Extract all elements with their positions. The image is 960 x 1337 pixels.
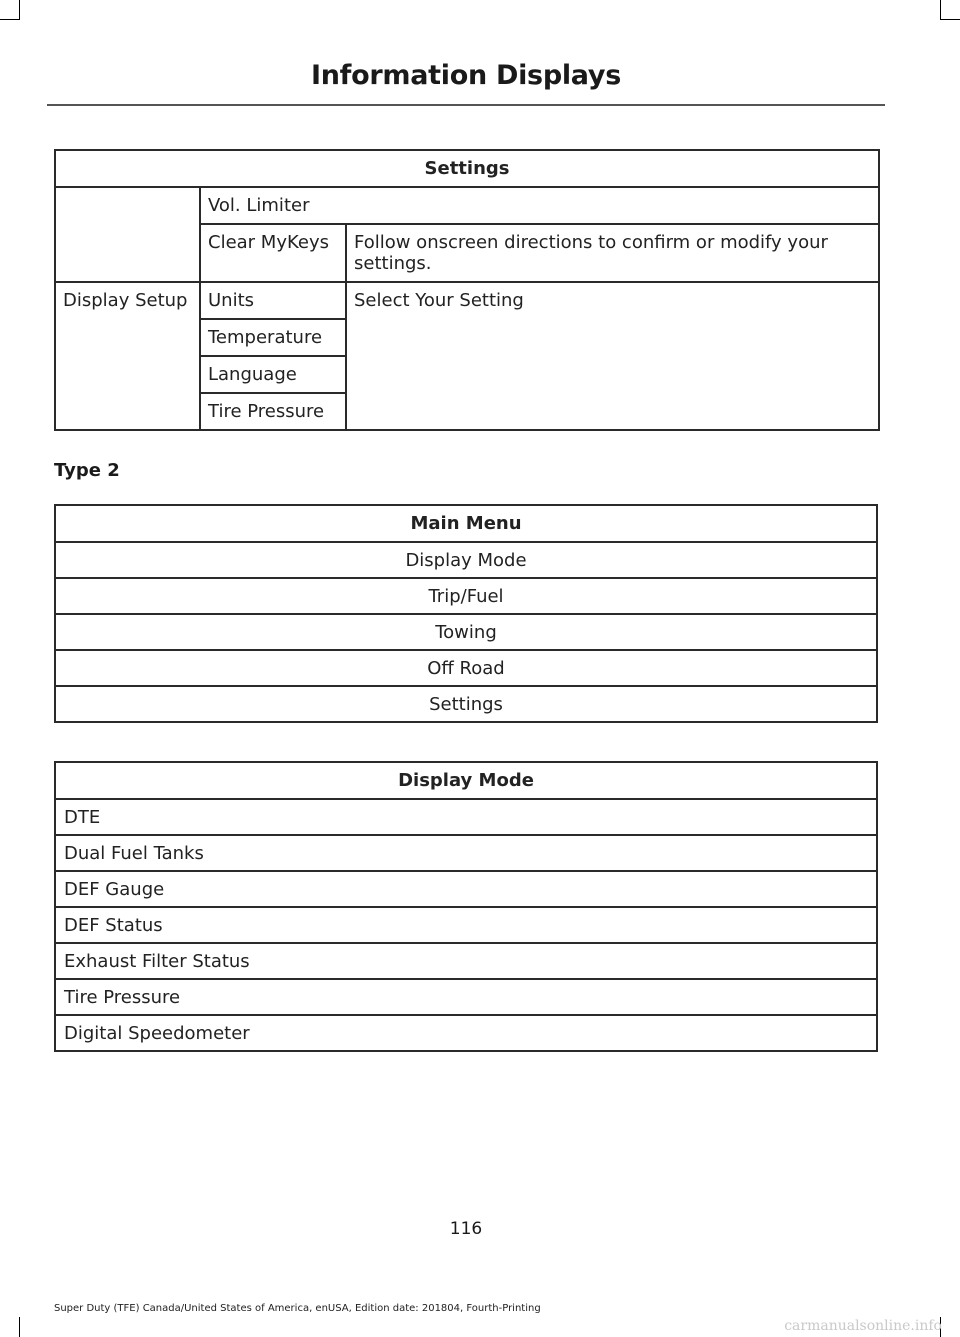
crop-mark-top-right <box>940 19 960 20</box>
display-mode-header: Display Mode <box>55 762 877 799</box>
crop-mark-bottom-left <box>19 1317 20 1337</box>
vol-limiter-cell: Vol. Limiter <box>200 187 879 224</box>
main-menu-item: Towing <box>55 614 877 650</box>
main-menu-item: Display Mode <box>55 542 877 578</box>
display-mode-item: Exhaust Filter Status <box>55 943 877 979</box>
temperature-cell: Temperature <box>200 319 346 356</box>
main-menu-table <box>54 504 878 723</box>
settings-table <box>54 149 880 431</box>
display-mode-item: DEF Status <box>55 907 877 943</box>
display-mode-item: Digital Speedometer <box>55 1015 877 1051</box>
crop-mark-top-left <box>0 19 20 20</box>
title-divider <box>47 104 885 106</box>
display-mode-item: Tire Pressure <box>55 979 877 1015</box>
crop-mark-top-right-vertical <box>940 0 941 20</box>
display-mode-table <box>54 761 878 1052</box>
type-2-heading: Type 2 <box>54 460 120 481</box>
main-menu-header: Main Menu <box>55 505 877 542</box>
language-cell: Language <box>200 356 346 393</box>
select-your-setting-cell: Select Your Setting <box>346 282 879 430</box>
page-number: 116 <box>449 1219 483 1239</box>
edition-footer: Super Duty (TFE) Canada/United States of America, enUSA, Edition date: 201804, Fourth-Printing <box>54 1303 541 1314</box>
display-mode-item: DTE <box>55 799 877 835</box>
page-title: Information Displays <box>311 60 621 91</box>
clear-mykeys-description: Follow onscreen directions to confirm or modify your settings. <box>346 224 879 282</box>
settings-table-header: Settings <box>55 150 879 187</box>
crop-mark-top-left-vertical <box>19 0 20 20</box>
display-mode-item: DEF Gauge <box>55 871 877 907</box>
units-cell: Units <box>200 282 346 319</box>
watermark: carmanualsonline.info <box>784 1318 942 1334</box>
main-menu-item: Settings <box>55 686 877 722</box>
settings-empty-cell <box>55 187 200 282</box>
display-mode-item: Dual Fuel Tanks <box>55 835 877 871</box>
clear-mykeys-cell: Clear MyKeys <box>200 224 346 282</box>
main-menu-item: Off Road <box>55 650 877 686</box>
display-setup-cell: Display Setup <box>55 282 200 430</box>
tire-pressure-cell: Tire Pressure <box>200 393 346 430</box>
main-menu-item: Trip/Fuel <box>55 578 877 614</box>
